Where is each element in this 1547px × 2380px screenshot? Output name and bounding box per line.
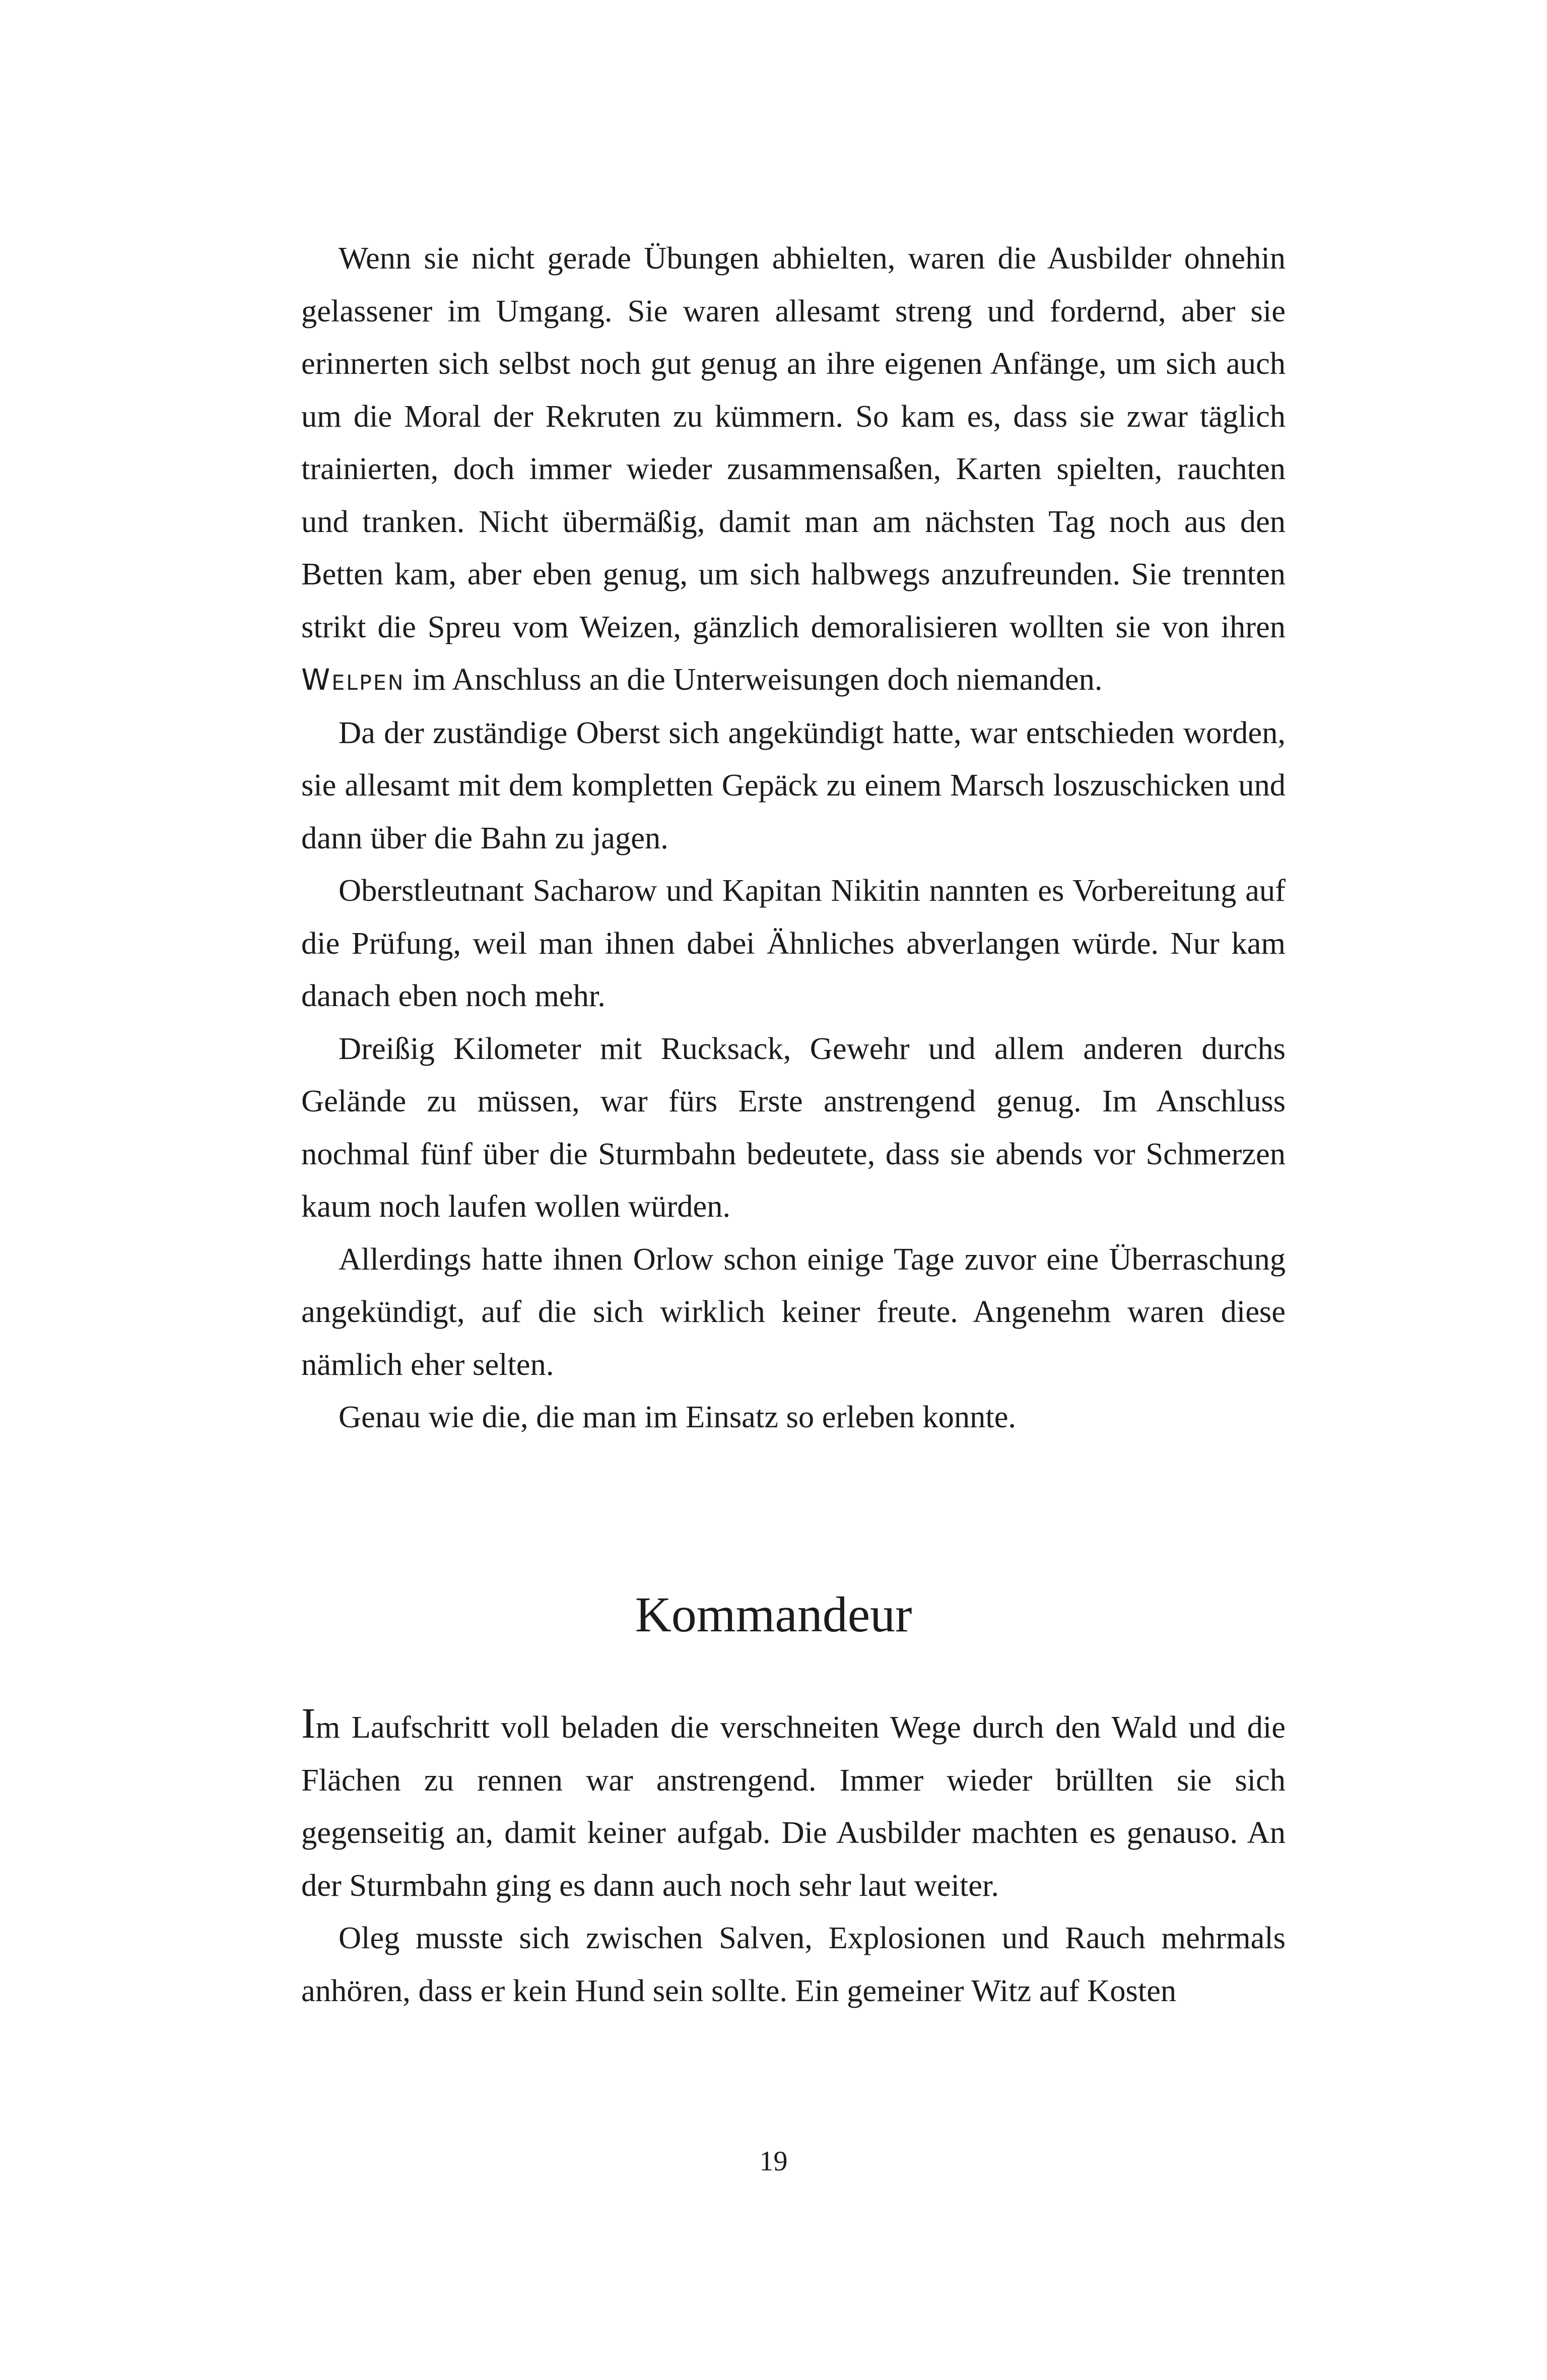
paragraph: Allerdings hatte ihnen Orlow schon einige Tage zuvor eine Überraschung angekündigt, auf die sich wirklich keiner freute. Angenehm waren diese nämlich eher selten. [301,1241,1286,1382]
chapter-opening-paragraph: Im Laufschritt voll beladen die verschneiten Wege durch den Wald und die Flächen zu rennen war anstrengend. Immer wieder brüllten sie sich gegenseitig an, damit keiner aufgab. Die Ausbilder machten es genauso. An der Sturmbahn ging es dann auch noch sehr laut weiter. [301,1699,1286,1903]
body-text-top [301,232,1286,1443]
paragraph: Genau wie die, die man im Einsatz so erleben konnte. [339,1399,1017,1434]
initial-letter: I [301,1699,316,1747]
emphasis-word: Welpen [301,663,405,697]
page-number: 19 [759,2146,788,2177]
chapter-title: Kommandeur [635,1586,912,1642]
paragraph: Oleg musste sich zwischen Salven, Explosionen und Rauch mehrmals anhören, dass er kein Hund sein sollte. Ein gemeiner Witz auf Kosten [301,1920,1286,2008]
paragraph: Da der zuständige Oberst sich angekündigt hatte, war entschieden worden, sie allesamt mit dem kompletten Gepäck zu einem Marsch loszuschicken und dann über die Bahn zu jagen. [301,714,1286,855]
paragraph: Wenn sie nicht gerade Übungen abhielten, waren die Ausbilder ohnehin gelassener im Umgang. Sie waren allesamt streng und fordernd, aber sie erinnerten sich selbst noch gut genug an ihre eigenen Anfänge, um sich auch um die Moral der Rekruten zu kümmern. So kam es, dass sie zwar täglich trainierten, doch immer wieder zusammensaßen, Karten spielten, rauchten und tranken. Nicht übermäßig, damit man am nächsten Tag noch aus den Betten kam, aber eben genug, um sich halbwegs anzufreunden. Sie trennten strikt die Spreu vom Weizen, gänzlich demoralisieren wollten sie von ihren Welpen im Anschluss an die Unterweisungen doch niemanden. [301,240,1286,697]
paragraph: Oberstleutnant Sacharow und Kapitan Nikitin nannten es Vorbereitung auf die Prüfung, weil man ihnen dabei Ähnliches abverlangen würde. Nur kam danach eben noch mehr. [301,873,1286,1013]
body-text-bottom [301,1697,1286,2017]
paragraph: Dreißig Kilometer mit Rucksack, Gewehr und allem anderen durchs Gelände zu müssen, war fürs Erste anstrengend genug. Im Anschluss nochmal fünf über die Sturmbahn bedeutete, dass sie abends vor Schmerzen kaum noch laufen wollen würden. [301,1030,1286,1224]
